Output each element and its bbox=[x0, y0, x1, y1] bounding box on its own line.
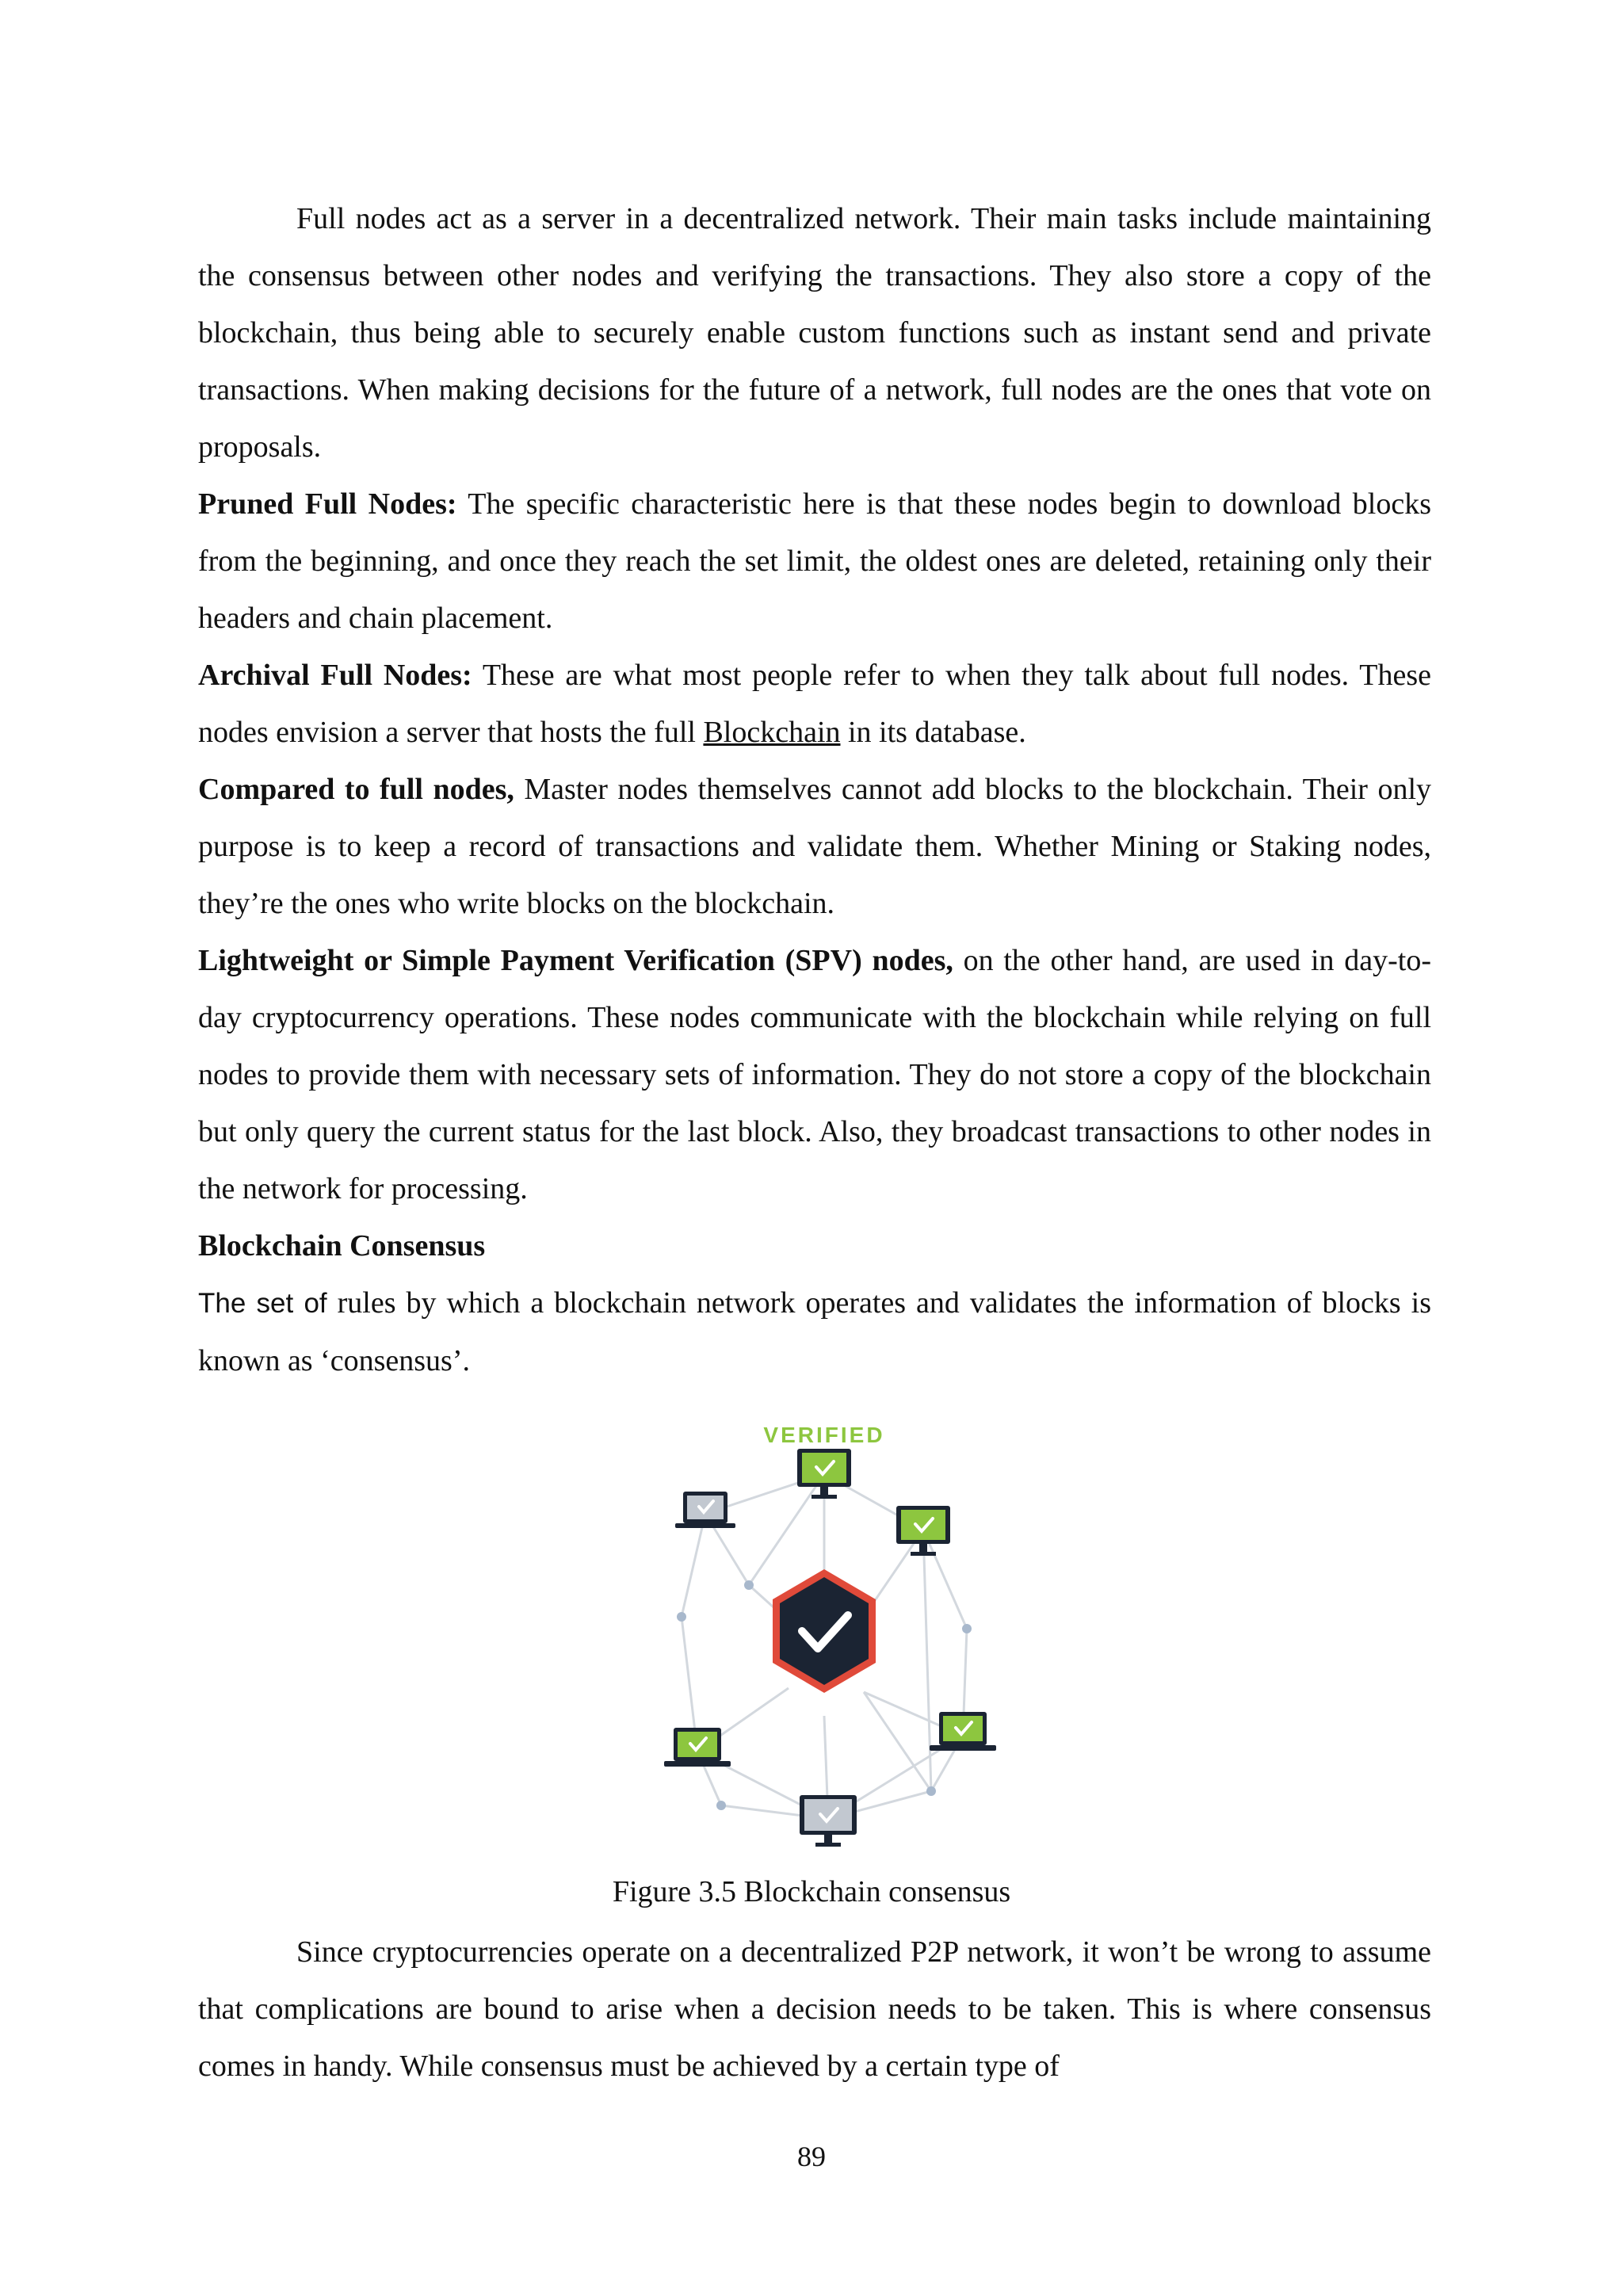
paragraph-compared bbox=[198, 761, 1431, 932]
blockchain-link[interactable]: Blockchain bbox=[703, 716, 841, 749]
paragraph-p2p: Since cryptocurrencies operate on a decentralized P2P network, it won’t be wrong to assume that complications are bound to arise when a decision needs to be taken. This is where consensus comes in handy. While consensus must be achieved by a certain type of bbox=[198, 1935, 1431, 2083]
center-hexagon bbox=[773, 1569, 876, 1693]
term-pruned: Pruned Full Nodes: bbox=[198, 487, 457, 521]
archival-text-b: in its database. bbox=[840, 716, 1026, 749]
paragraph-definition bbox=[198, 1274, 1431, 1389]
paragraph-pruned bbox=[198, 476, 1431, 647]
page-number: 89 bbox=[797, 2141, 826, 2172]
laptop-icon-top-left bbox=[675, 1492, 735, 1528]
laptop-icon-left bbox=[664, 1728, 731, 1767]
body-text-top bbox=[198, 190, 1431, 1389]
consensus-figure bbox=[626, 1419, 1022, 1862]
definition-text: rules by which a blockchain network operates and validates the information of blocks is known as ‘consensus’. bbox=[198, 1286, 1431, 1377]
pruned-text: The specific characteristic here is that these nodes begin to download blocks from the beginning, and once they reach the set limit, the oldest ones are deleted, retaining only their headers and chain placement. bbox=[198, 487, 1431, 635]
monitor-icon-top-right bbox=[896, 1506, 950, 1556]
archival-text-a: These are what most people refer to when they talk about full nodes. These nodes envision a server that hosts the full bbox=[198, 659, 1431, 749]
term-spv: Lightweight or Simple Payment Verification (SPV) nodes, bbox=[198, 944, 953, 977]
spv-text: on the other hand, are used in day-to-day cryptocurrency operations. These nodes communicate with the blockchain while relying on full nodes to provide them with necessary sets of information. They do not store a copy of the blockchain but only query the current status for the last block. Also, they broadcast transactions to other nodes in the network for processing. bbox=[198, 944, 1432, 1205]
definition-lead: The set of bbox=[198, 1288, 327, 1319]
paragraph-full-nodes: Full nodes act as a server in a decentralized network. Their main tasks include maintaining the consensus between other nodes and verifying the transactions. They also store a copy of the blockchain, thus being able to securely enable custom functions such as instant send and private transactions. When making decisions for the future of a network, full nodes are the ones that vote on proposals. bbox=[198, 202, 1431, 464]
paragraph-archival bbox=[198, 647, 1431, 761]
figure-caption: Figure 3.5 Blockchain consensus bbox=[612, 1875, 1011, 1908]
monitor-icon-top bbox=[797, 1449, 851, 1499]
section-heading: Blockchain Consensus bbox=[198, 1229, 486, 1263]
compared-text: Master nodes themselves cannot add blocks to the blockchain. Their only purpose is to keep a record of transactions and validate them. Whether Mining or Staking nodes, they’re the ones who write blocks on the blockchain. bbox=[198, 773, 1432, 920]
laptop-icon-right bbox=[930, 1712, 996, 1751]
consensus-network-diagram bbox=[626, 1419, 1022, 1862]
paragraph-spv bbox=[198, 932, 1431, 1217]
verified-label: VERIFIED bbox=[763, 1423, 885, 1447]
body-text-bottom bbox=[198, 1924, 1431, 2095]
term-archival: Archival Full Nodes: bbox=[198, 659, 472, 692]
term-compared: Compared to full nodes, bbox=[198, 773, 514, 806]
monitor-icon-bottom bbox=[800, 1795, 857, 1847]
